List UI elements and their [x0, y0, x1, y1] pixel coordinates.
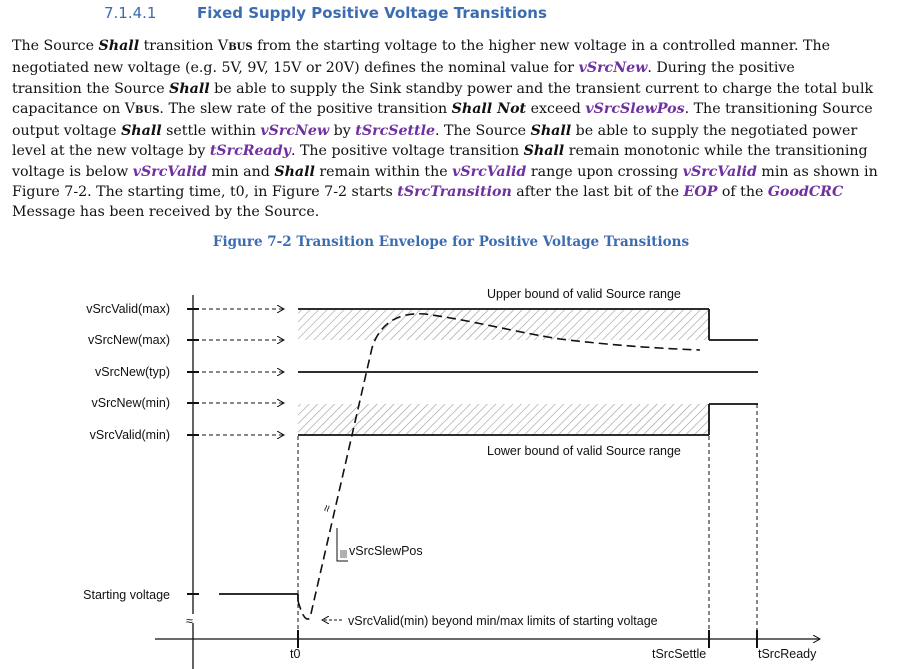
paragraph-line: Message has been received by the Source.: [12, 204, 320, 221]
paragraph-line: output voltage Shall settle within vSrcNew by tSrcSettle. The Source Shall be able to supply the negotiated power: [12, 123, 858, 140]
label-starting-voltage: Starting voltage: [83, 588, 170, 602]
section-number: 7.1.4.1: [104, 4, 157, 22]
label-vsrcnew-max: vSrcNew(max): [88, 333, 170, 347]
label-tsrcsettle: tSrcSettle: [652, 647, 707, 661]
paragraph-line: voltage is below vSrcValid min and Shall remain within the vSrcValid range upon crossing vSrcValid min as shown in: [12, 163, 878, 180]
label-t0: t0: [290, 647, 301, 661]
paragraph-line: transition the Source Shall be able to supply the Sink standby power and the transient current to charge the total bulk: [12, 80, 874, 97]
paragraph-line: The Source Shall transition VBUS from the starting voltage to the higher new voltage in a controlled manner. The: [12, 38, 831, 54]
label-vsrcnew-typ: vSrcNew(typ): [94, 365, 170, 379]
label-upper-bound: Upper bound of valid Source range: [487, 287, 681, 301]
y-axis-break-symbol: ≈: [186, 614, 193, 628]
paragraph-line: level at the new voltage by tSrcReady. The positive voltage transition Shall remain monotonic while the transitioning: [12, 143, 868, 160]
lower-hatched-band: [298, 404, 709, 435]
label-lower-bound: Lower bound of valid Source range: [487, 444, 681, 458]
label-vsrcvalid-min: vSrcValid(min): [89, 428, 170, 442]
transition-waveform: [298, 314, 700, 619]
label-vsrcnew-min: vSrcNew(min): [91, 396, 170, 410]
slew-rate-marker: [340, 550, 347, 558]
slope-break-symbol: ≈: [319, 503, 335, 514]
section-title: Fixed Supply Positive Voltage Transitions: [197, 4, 547, 22]
figure-caption: Figure 7-2 Transition Envelope for Positive Voltage Transitions: [212, 234, 690, 250]
paragraph-line: capacitance on VBUS. The slew rate of the positive transition Shall Not exceed vSrcSlewPos. The transitioning Source: [12, 100, 873, 117]
paragraph-line: Figure 7-2. The starting time, t0, in Figure 7-2 starts tSrcTransition after the last bit of the EOP of the GoodCRC: [12, 184, 844, 201]
paragraph-line: negotiated new voltage (e.g. 5V, 9V, 15V or 20V) defines the nominal value for vSrcNew. During the positive: [12, 60, 795, 77]
label-tsrcready: tSrcReady: [758, 647, 817, 661]
upper-hatched-band: [298, 310, 709, 340]
label-vsrcvalid-max: vSrcValid(max): [86, 302, 170, 316]
label-annotation: vSrcValid(min) beyond min/max limits of starting voltage: [348, 614, 658, 628]
label-slew: vSrcSlewPos: [349, 544, 423, 558]
